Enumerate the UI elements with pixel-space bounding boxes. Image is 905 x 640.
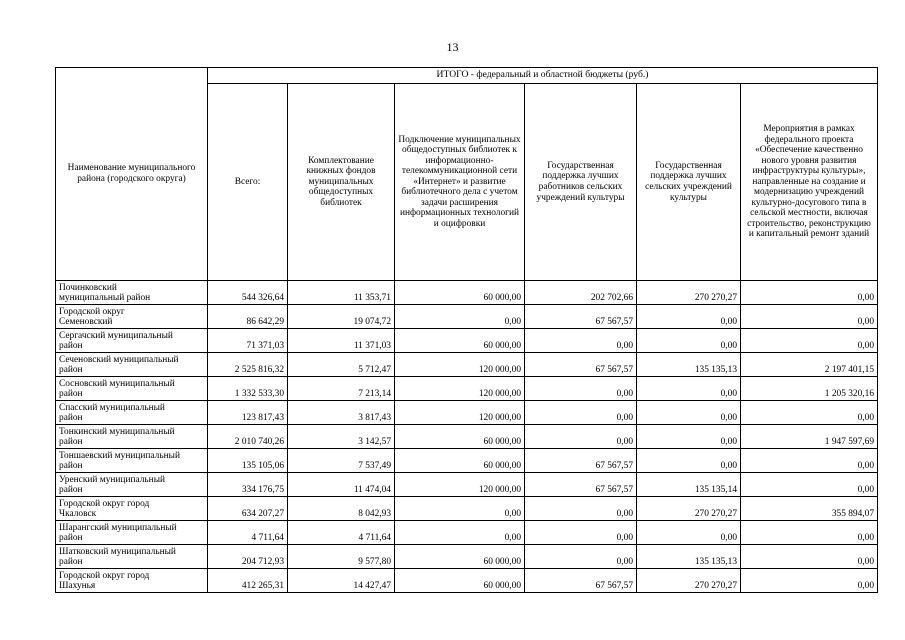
value-cell: 11 353,71 [288,281,395,305]
value-cell: 0,00 [741,305,878,329]
value-cell: 11 371,03 [288,329,395,353]
district-name-line: Шатковский муниципальный [59,546,176,557]
district-name-cell [56,401,208,425]
value-cell: 270 270,27 [637,497,741,521]
district-name-line: Городской округ [59,306,125,317]
district-name-cell [56,569,208,593]
value-cell: 135 105,06 [208,449,288,473]
district-name-cell [56,353,208,377]
district-name-line: район [59,437,83,448]
district-name-line: Сергачский муниципальный [59,330,173,341]
value-cell: 0,00 [741,329,878,353]
value-cell: 1 205 320,16 [741,377,878,401]
value-cell: 14 427,47 [288,569,395,593]
value-cell: 0,00 [395,497,525,521]
district-name-line: Городской округ город [59,498,150,509]
value-cell: 135 135,13 [637,545,741,569]
value-cell: 0,00 [741,473,878,497]
table-row [56,281,878,305]
value-cell: 0,00 [525,521,637,545]
value-cell: 67 567,57 [525,569,637,593]
value-cell: 412 265,31 [208,569,288,593]
district-name-line: Уренский муниципальный [59,474,166,485]
value-cell: 0,00 [525,497,637,521]
value-cell: 123 817,43 [208,401,288,425]
district-name-cell [56,425,208,449]
value-cell: 135 135,14 [637,473,741,497]
table-row [56,425,878,449]
district-name-line: Семеновский [59,317,113,328]
value-cell: 202 702,66 [525,281,637,305]
value-cell: 9 577,80 [288,545,395,569]
value-cell: 60 000,00 [395,545,525,569]
value-cell: 86 642,29 [208,305,288,329]
value-cell: 0,00 [637,425,741,449]
header-col-book-funds: Комплектование книжных фондов муниципальных общедоступных библиотек [288,84,395,281]
value-cell: 8 042,93 [288,497,395,521]
table-row [56,521,878,545]
district-name-line: Шарангский муниципальный [59,522,177,533]
table-row [56,353,878,377]
value-cell: 0,00 [741,545,878,569]
value-cell: 135 135,13 [637,353,741,377]
value-cell: 60 000,00 [395,281,525,305]
value-cell: 270 270,27 [637,569,741,593]
value-cell: 0,00 [741,449,878,473]
district-name-cell [56,329,208,353]
header-col-internet: Подключение муниципальных общедоступных библиотек к информационно-телекоммуникационной сети «Интернет» и развитие библиотечного дела с учетом задачи расширения информационных технологий и оцифровки [395,84,525,281]
value-cell: 19 074,72 [288,305,395,329]
district-name-line: Починковский [59,282,117,293]
district-name-cell [56,545,208,569]
table-row [56,377,878,401]
value-cell: 0,00 [395,305,525,329]
value-cell: 7 213,14 [288,377,395,401]
value-cell: 1 947 597,69 [741,425,878,449]
value-cell: 67 567,57 [525,473,637,497]
district-name-line: район [59,485,83,496]
value-cell: 120 000,00 [395,353,525,377]
value-cell: 7 537,49 [288,449,395,473]
value-cell: 60 000,00 [395,329,525,353]
header-col-total: Всего: [208,84,288,281]
value-cell: 0,00 [637,329,741,353]
value-cell: 60 000,00 [395,425,525,449]
district-name-line: муниципальный район [59,293,151,304]
value-cell: 4 711,64 [288,521,395,545]
table-body [56,281,878,593]
value-cell: 1 332 533,30 [208,377,288,401]
table-row [56,497,878,521]
value-cell: 355 894,07 [741,497,878,521]
value-cell: 0,00 [637,305,741,329]
value-cell: 2 010 740,26 [208,425,288,449]
district-name-line: район [59,557,83,568]
table-row [56,473,878,497]
value-cell: 60 000,00 [395,569,525,593]
table-row [56,401,878,425]
district-name-line: район [59,365,83,376]
value-cell: 204 712,93 [208,545,288,569]
district-name-line: район [59,461,83,472]
district-name-cell [56,305,208,329]
page-number: 13 [446,40,459,54]
value-cell: 60 000,00 [395,449,525,473]
value-cell: 0,00 [741,569,878,593]
table-row [56,569,878,593]
value-cell: 67 567,57 [525,305,637,329]
value-cell: 2 525 816,32 [208,353,288,377]
district-name-line: район [59,389,83,400]
district-name-cell [56,521,208,545]
value-cell: 120 000,00 [395,401,525,425]
district-name-line: Сосновский муниципальный [59,378,175,389]
value-cell: 120 000,00 [395,377,525,401]
value-cell: 0,00 [741,521,878,545]
value-cell: 634 207,27 [208,497,288,521]
value-cell: 0,00 [637,401,741,425]
district-name-cell [56,473,208,497]
table-row [56,305,878,329]
header-col-institutions-support: Государственная поддержка лучших сельских учреждений культуры [637,84,741,281]
header-district-name: Наименование муниципального района (городского округа) [56,68,208,281]
value-cell: 3 817,43 [288,401,395,425]
value-cell: 0,00 [637,521,741,545]
value-cell: 0,00 [637,449,741,473]
value-cell: 334 176,75 [208,473,288,497]
district-name-line: район [59,341,83,352]
table-row [56,449,878,473]
district-name-line: Спасский муниципальный [59,402,165,413]
value-cell: 270 270,27 [637,281,741,305]
value-cell: 0,00 [525,329,637,353]
value-cell: 0,00 [525,401,637,425]
header-col-infrastructure: Мероприятия в рамках федерального проекта «Обеспечение качественно нового уровня развития инфраструктуры культуры», направленные на создание и модернизацию учреждений культурно-досугового типа в сельской местности, включая строительство, реконструкцию и капитальный ремонт зданий [741,84,878,281]
value-cell: 0,00 [525,425,637,449]
table-row [56,545,878,569]
district-name-cell [56,497,208,521]
value-cell: 4 711,64 [208,521,288,545]
value-cell: 0,00 [395,521,525,545]
value-cell: 120 000,00 [395,473,525,497]
header-col-workers-support: Государственная поддержка лучших работников сельских учреждений культуры [525,84,637,281]
value-cell: 544 326,64 [208,281,288,305]
district-name-line: Чкаловск [59,509,97,520]
value-cell: 0,00 [741,401,878,425]
value-cell: 71 371,03 [208,329,288,353]
district-name-line: район [59,533,83,544]
value-cell: 2 197 401,15 [741,353,878,377]
district-name-cell [56,281,208,305]
value-cell: 0,00 [637,377,741,401]
value-cell: 67 567,57 [525,449,637,473]
table-row [56,329,878,353]
budget-table [55,67,878,593]
district-name-line: Шахунья [59,581,96,592]
value-cell: 5 712,47 [288,353,395,377]
value-cell: 0,00 [525,377,637,401]
district-name-line: район [59,413,83,424]
value-cell: 0,00 [741,281,878,305]
value-cell: 3 142,57 [288,425,395,449]
value-cell: 11 474,04 [288,473,395,497]
value-cell: 67 567,57 [525,353,637,377]
district-name-line: Тоншаевский муниципальный [59,450,180,461]
district-name-cell [56,449,208,473]
value-cell: 0,00 [525,545,637,569]
district-name-cell [56,377,208,401]
district-name-line: Сеченовский муниципальный [59,354,179,365]
header-total-budget: ИТОГО - федеральный и областной бюджеты (руб.) [208,68,878,84]
district-name-line: Тонкинский муниципальный [59,426,175,437]
district-name-line: Городской округ город [59,570,150,581]
